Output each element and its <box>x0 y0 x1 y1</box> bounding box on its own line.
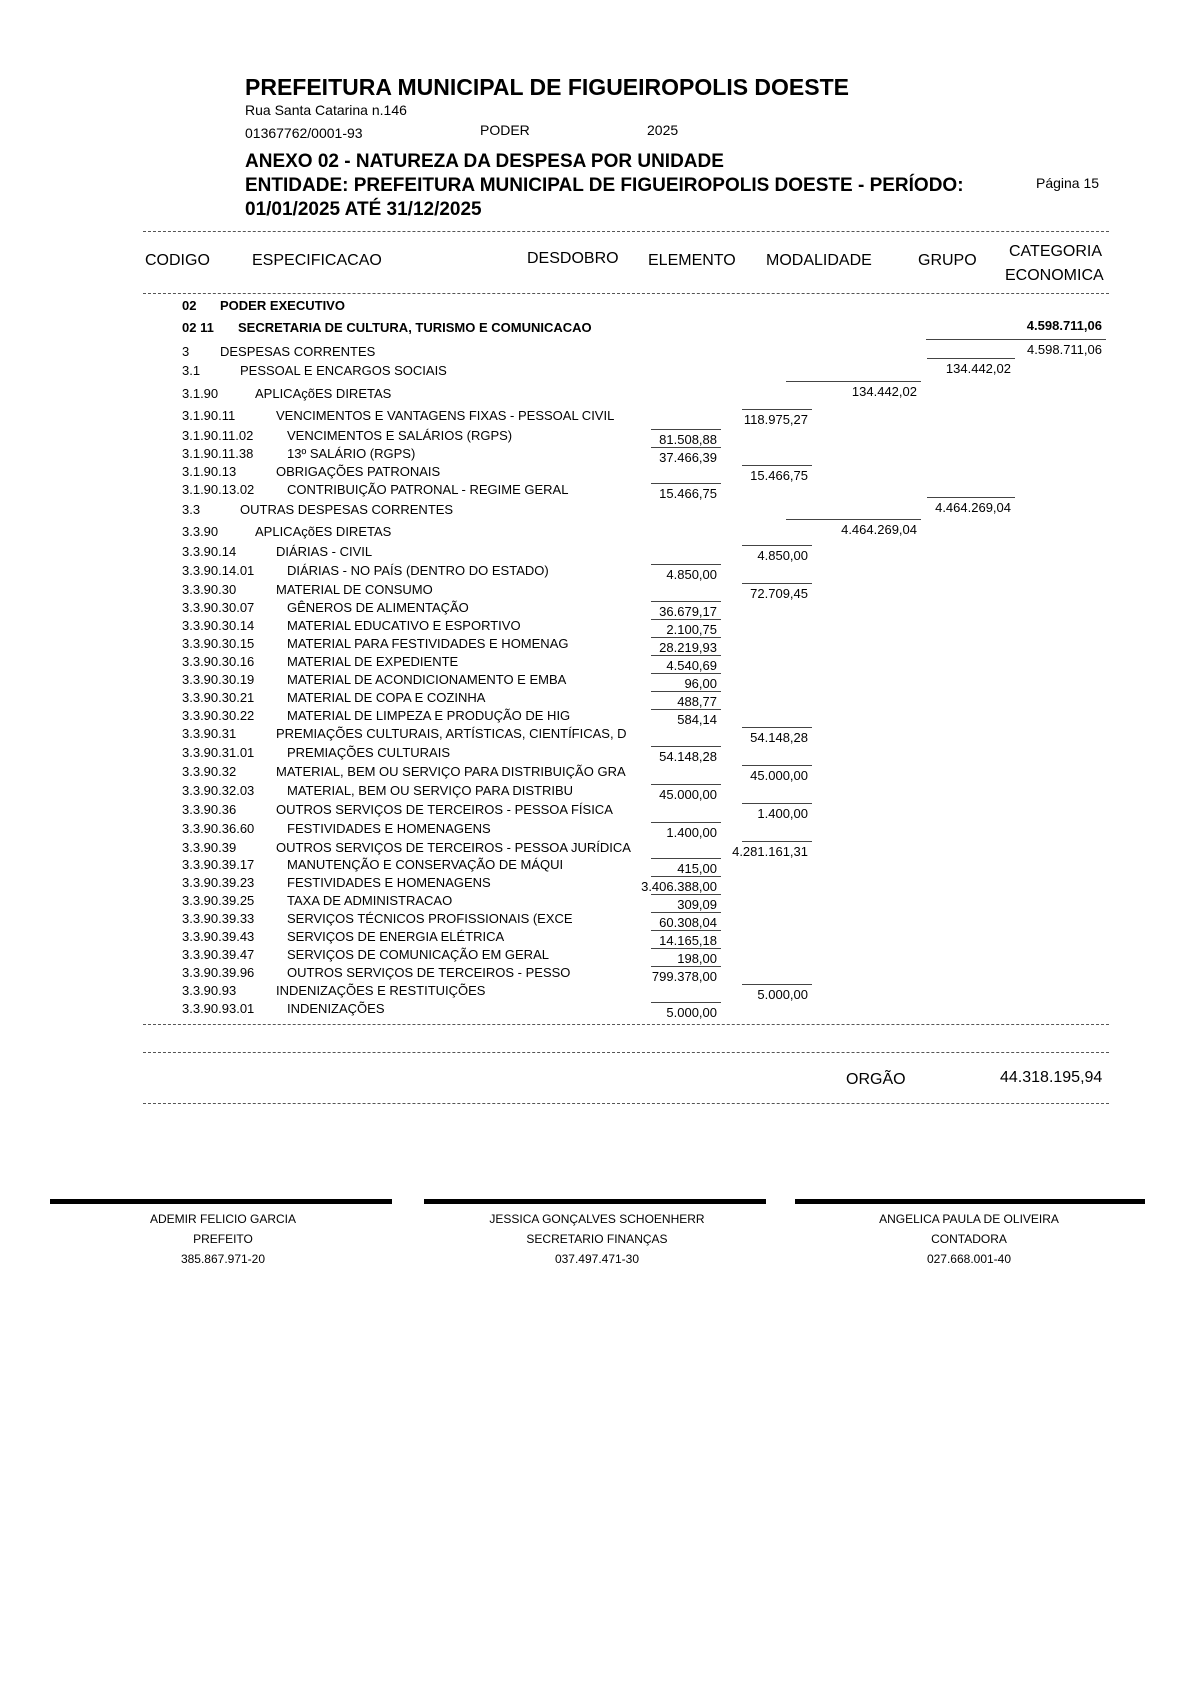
value-rule <box>651 483 721 484</box>
row-code: 3.3.90.39.96 <box>182 965 255 980</box>
row-desdobro-value: 4.540,69 <box>666 658 717 673</box>
poder-label: PODER <box>480 122 530 138</box>
row-desc: APLICAçõES DIRETAS <box>255 386 392 401</box>
row-code: 3.3 <box>182 502 201 517</box>
row-elemento-value: 118.975,27 <box>743 412 808 427</box>
entity-line: ENTIDADE: PREFEITURA MUNICIPAL DE FIGUEIROPOLIS DOESTE - PERÍODO: <box>245 175 964 196</box>
table-row <box>0 840 1191 858</box>
table-row <box>0 636 1191 654</box>
signature-1 <box>53 1212 393 1266</box>
row-code: 3.3.90.30.19 <box>182 672 255 687</box>
value-rule <box>742 765 812 766</box>
table-row <box>0 690 1191 708</box>
table-row <box>0 783 1191 801</box>
value-rule <box>742 545 812 546</box>
value-rule <box>651 601 721 602</box>
row-code: 3.1.90.13.02 <box>182 482 255 497</box>
row-desdobro-value: 81.508,88 <box>659 432 717 447</box>
cnpj: 01367762/0001-93 <box>245 125 363 141</box>
row-code: 3.3.90.30.21 <box>182 690 255 705</box>
col-desdobro: DESDOBRO <box>527 250 619 267</box>
value-rule <box>927 358 1015 359</box>
value-rule <box>742 984 812 985</box>
row-desc: 13º SALÁRIO (RGPS) <box>287 446 416 461</box>
row-modalidade-value: 134.442,02 <box>851 384 917 399</box>
value-rule <box>651 948 721 949</box>
row-code: 3.3.90.32 <box>182 764 237 779</box>
signature-3 <box>799 1212 1139 1266</box>
value-rule <box>651 912 721 913</box>
table-row <box>0 983 1191 1001</box>
row-desdobro-value: 15.466,75 <box>659 486 717 501</box>
row-desdobro-value: 45.000,00 <box>659 787 717 802</box>
row-elemento-value: 72.709,45 <box>750 586 808 601</box>
address: Rua Santa Catarina n.146 <box>245 102 407 118</box>
value-rule <box>651 894 721 895</box>
org-name: PREFEITURA MUNICIPAL DE FIGUEIROPOLIS DOESTE <box>245 74 850 100</box>
value-rule <box>742 583 812 584</box>
row-code: 3.3.90.30.07 <box>182 600 255 615</box>
row-desdobro-value: 198,00 <box>677 951 717 966</box>
row-desc: INDENIZAÇÕES <box>287 1001 385 1016</box>
row-desc: OUTROS SERVIÇOS DE TERCEIROS - PESSOA FÍSICA <box>276 802 613 817</box>
row-code: 3.1.90.13 <box>182 464 237 479</box>
signature-line-1 <box>50 1199 392 1204</box>
col-grupo: GRUPO <box>918 252 977 269</box>
row-desdobro-value: 60.308,04 <box>659 915 717 930</box>
value-rule <box>786 381 921 382</box>
value-rule <box>742 727 812 728</box>
value-rule <box>651 784 721 785</box>
row-desdobro-value: 415,00 <box>677 861 717 876</box>
page-number: Página 15 <box>1036 175 1100 191</box>
row-code: 3.3.90.31 <box>182 726 237 741</box>
table-row <box>0 764 1191 782</box>
columns-divider <box>143 293 1109 294</box>
row-code: 3.3.90.39.23 <box>182 875 255 890</box>
table-row <box>0 708 1191 726</box>
row-code: 3.3.90.30.15 <box>182 636 255 651</box>
row-desc: OUTROS SERVIÇOS DE TERCEIROS - PESSO <box>287 965 571 980</box>
row-desdobro-value: 488,77 <box>677 694 717 709</box>
value-rule <box>651 822 721 823</box>
row-code: 3 <box>182 344 190 359</box>
row-desdobro-value: 309,09 <box>677 897 717 912</box>
row-elemento-value: 4.850,00 <box>757 548 808 563</box>
table-row <box>0 654 1191 672</box>
table-row <box>0 563 1191 581</box>
row-code: 3.3.90.30.22 <box>182 708 255 723</box>
table-row <box>0 1001 1191 1019</box>
row-code: 3.3.90.36.60 <box>182 821 255 836</box>
row-desc: MATERIAL DE CONSUMO <box>276 582 433 597</box>
value-rule <box>651 619 721 620</box>
value-rule <box>651 691 721 692</box>
table-row <box>0 320 1191 338</box>
value-rule <box>651 709 721 710</box>
row-desdobro-value: 54.148,28 <box>659 749 717 764</box>
value-rule <box>651 966 721 967</box>
row-desdobro-value: 584,14 <box>677 712 717 727</box>
value-rule <box>651 673 721 674</box>
table-row <box>0 386 1191 404</box>
total-value: 44.318.195,94 <box>1000 1069 1103 1086</box>
table-row <box>0 893 1191 911</box>
row-desc: PESSOAL E ENCARGOS SOCIAIS <box>240 363 447 378</box>
value-rule <box>651 1002 721 1003</box>
row-elemento-value: 45.000,00 <box>750 768 808 783</box>
table-row <box>0 875 1191 893</box>
signature-role: CONTADORA <box>931 1232 1007 1246</box>
table-row <box>0 618 1191 636</box>
col-economica: ECONOMICA <box>1005 267 1104 284</box>
row-code: 3.3.90.93.01 <box>182 1001 255 1016</box>
row-desc: APLICAçõES DIRETAS <box>255 524 392 539</box>
row-desdobro-value: 28.219,93 <box>659 640 717 655</box>
table-row <box>0 965 1191 983</box>
row-desc: VENCIMENTOS E VANTAGENS FIXAS - PESSOAL CIVIL <box>276 408 615 423</box>
row-code: 3.1.90.11.02 <box>182 428 254 443</box>
table-row <box>0 446 1191 464</box>
value-rule <box>651 858 721 859</box>
row-desc: FESTIVIDADES E HOMENAGENS <box>287 875 491 890</box>
signature-line-2 <box>424 1199 766 1204</box>
row-code: 02 <box>182 298 197 313</box>
value-rule <box>786 519 921 520</box>
row-desc: GÊNEROS DE ALIMENTAÇÃO <box>287 600 469 615</box>
row-elemento-value: 4.281.161,31 <box>732 844 808 859</box>
row-code: 3.3.90.39.25 <box>182 893 255 908</box>
table-row <box>0 428 1191 446</box>
row-elemento-value: 1.400,00 <box>757 806 808 821</box>
row-desc: TAXA DE ADMINISTRACAO <box>287 893 453 908</box>
row-code: 3.3.90.36 <box>182 802 237 817</box>
value-rule <box>926 339 1106 340</box>
signature-name: ADEMIR FELICIO GARCIA <box>149 1212 297 1226</box>
row-grupo-value: 4.464.269,04 <box>935 500 1011 515</box>
row-desc: PODER EXECUTIVO <box>220 298 345 313</box>
row-desdobro-value: 96,00 <box>684 676 717 691</box>
table-row <box>0 911 1191 929</box>
row-desc: SERVIÇOS DE COMUNICAÇÃO EM GERAL <box>287 947 549 962</box>
value-rule <box>742 841 812 842</box>
table-row <box>0 600 1191 618</box>
period: 01/01/2025 ATÉ 31/12/2025 <box>245 199 482 220</box>
row-categoria-value: 4.598.711,06 <box>1026 318 1102 333</box>
row-desdobro-value: 2.100,75 <box>666 622 717 637</box>
col-modalidade: MODALIDADE <box>766 252 872 269</box>
signature-cpf: 027.668.001-40 <box>926 1252 1012 1266</box>
table-row <box>0 408 1191 426</box>
row-desc: MATERIAL DE LIMPEZA E PRODUÇÃO DE HIG <box>287 708 571 723</box>
row-desdobro-value: 4.850,00 <box>666 567 717 582</box>
value-rule <box>651 564 721 565</box>
table-row <box>0 947 1191 965</box>
row-code: 3.3.90.30.16 <box>182 654 255 669</box>
table-row <box>0 672 1191 690</box>
value-rule <box>651 429 721 430</box>
table-row <box>0 745 1191 763</box>
row-desc: PREMIAÇÕES CULTURAIS <box>287 745 451 760</box>
value-rule <box>742 465 812 466</box>
table-row <box>0 524 1191 542</box>
row-grupo-value: 134.442,02 <box>945 361 1011 376</box>
row-desc: MATERIAL, BEM OU SERVIÇO PARA DISTRIBUIÇÃO GRA <box>276 764 626 779</box>
table-row <box>0 821 1191 839</box>
row-desc: DIÁRIAS - NO PAÍS (DENTRO DO ESTADO) <box>287 563 549 578</box>
table-row <box>0 929 1191 947</box>
row-desdobro-value: 1.400,00 <box>666 825 717 840</box>
row-code: 3.3.90.39.33 <box>182 911 255 926</box>
row-code: 3.1.90.11 <box>182 408 236 423</box>
row-code: 3.3.90.14 <box>182 544 237 559</box>
row-code: 3.1 <box>182 363 201 378</box>
value-rule <box>742 409 812 410</box>
row-desdobro-value: 14.165,18 <box>659 933 717 948</box>
table-row <box>0 857 1191 875</box>
value-rule <box>651 637 721 638</box>
row-desc: OUTROS SERVIÇOS DE TERCEIROS - PESSOA JURÍDICA <box>276 840 631 855</box>
row-code: 3.1.90 <box>182 386 219 401</box>
row-code: 3.3.90.30 <box>182 582 237 597</box>
row-desdobro-value: 36.679,17 <box>659 604 717 619</box>
row-desc: OBRIGAÇÕES PATRONAIS <box>276 464 441 479</box>
table-row <box>0 363 1191 381</box>
row-desc: DESPESAS CORRENTES <box>220 344 376 359</box>
row-code: 3.3.90.39.43 <box>182 929 255 944</box>
row-code: 3.3.90.14.01 <box>182 563 255 578</box>
row-code: 3.3.90.31.01 <box>182 745 255 760</box>
row-desc: MATERIAL, BEM OU SERVIÇO PARA DISTRIBU <box>287 783 574 798</box>
col-categoria: CATEGORIA <box>1009 243 1103 260</box>
value-rule <box>742 803 812 804</box>
signature-name: JESSICA GONÇALVES SCHOENHERR <box>489 1212 705 1226</box>
row-code: 3.3.90 <box>182 524 219 539</box>
header-divider <box>143 231 1109 232</box>
row-code: 3.3.90.39 <box>182 840 237 855</box>
row-code: 3.3.90.93 <box>182 983 237 998</box>
total-top-divider <box>143 1052 1109 1053</box>
signature-2 <box>427 1212 767 1266</box>
row-desc: MATERIAL DE COPA E COZINHA <box>287 690 486 705</box>
row-modalidade-value: 4.464.269,04 <box>841 522 917 537</box>
row-desdobro-value: 3.406.388,00 <box>641 879 717 894</box>
year: 2025 <box>647 122 679 138</box>
row-desc: INDENIZAÇÕES E RESTITUIÇÕES <box>276 983 486 998</box>
table-row <box>0 582 1191 600</box>
signature-cpf: 037.497.471-30 <box>554 1252 640 1266</box>
row-desc: SERVIÇOS TÉCNICOS PROFISSIONAIS (EXCE <box>287 911 573 926</box>
table-bottom-divider <box>143 1024 1109 1025</box>
table-row <box>0 298 1191 316</box>
col-especificacao: ESPECIFICACAO <box>252 252 382 269</box>
row-code: 02 11 <box>182 320 214 335</box>
row-elemento-value: 15.466,75 <box>750 468 808 483</box>
table-row <box>0 544 1191 562</box>
row-code: 3.3.90.30.14 <box>182 618 255 633</box>
table-row <box>0 502 1191 520</box>
row-desc: MANUTENÇÃO E CONSERVAÇÃO DE MÁQUI <box>287 857 564 872</box>
row-desdobro-value: 5.000,00 <box>666 1005 717 1020</box>
table-row <box>0 726 1191 744</box>
annex-title: ANEXO 02 - NATUREZA DA DESPESA POR UNIDADE <box>245 151 724 172</box>
row-desdobro-value: 37.466,39 <box>659 450 717 465</box>
value-rule <box>651 447 721 448</box>
row-desc: VENCIMENTOS E SALÁRIOS (RGPS) <box>287 428 513 443</box>
row-desc: SERVIÇOS DE ENERGIA ELÉTRICA <box>287 929 505 944</box>
row-desc: FESTIVIDADES E HOMENAGENS <box>287 821 491 836</box>
row-desc: OUTRAS DESPESAS CORRENTES <box>240 502 454 517</box>
row-desc: MATERIAL EDUCATIVO E ESPORTIVO <box>287 618 521 633</box>
row-code: 3.1.90.11.38 <box>182 446 254 461</box>
total-label: ORGÃO <box>846 1071 906 1088</box>
row-elemento-value: 5.000,00 <box>757 987 808 1002</box>
row-code: 3.3.90.39.47 <box>182 947 255 962</box>
value-rule <box>927 497 1015 498</box>
row-desc: MATERIAL PARA FESTIVIDADES E HOMENAG <box>287 636 569 651</box>
row-desc: MATERIAL DE ACONDICIONAMENTO E EMBA <box>287 672 567 687</box>
signature-cpf: 385.867.971-20 <box>180 1252 266 1266</box>
row-desdobro-value: 799.378,00 <box>651 969 717 984</box>
row-desc: PREMIAÇÕES CULTURAIS, ARTÍSTICAS, CIENTÍFICAS, D <box>276 726 627 741</box>
row-desc: DIÁRIAS - CIVIL <box>276 544 373 559</box>
row-categoria-value: 4.598.711,06 <box>1027 342 1102 357</box>
signature-role: SECRETARIO FINANÇAS <box>526 1232 668 1246</box>
row-elemento-value: 54.148,28 <box>750 730 808 745</box>
col-codigo: CODIGO <box>145 252 210 269</box>
table-row <box>0 802 1191 820</box>
signature-name: ANGELICA PAULA DE OLIVEIRA <box>879 1212 1059 1226</box>
total-bottom-divider <box>143 1103 1109 1104</box>
row-desc: MATERIAL DE EXPEDIENTE <box>287 654 459 669</box>
signature-role: PREFEITO <box>193 1232 253 1246</box>
value-rule <box>651 876 721 877</box>
table-row <box>0 464 1191 482</box>
value-rule <box>651 930 721 931</box>
value-rule <box>651 746 721 747</box>
table-row <box>0 344 1191 362</box>
row-desc: CONTRIBUIÇÃO PATRONAL - REGIME GERAL <box>287 482 569 497</box>
row-desc: SECRETARIA DE CULTURA, TURISMO E COMUNICACAO <box>238 320 592 335</box>
col-elemento: ELEMENTO <box>648 252 736 269</box>
row-code: 3.3.90.39.17 <box>182 857 255 872</box>
row-code: 3.3.90.32.03 <box>182 783 255 798</box>
signature-line-3 <box>795 1199 1145 1204</box>
value-rule <box>651 655 721 656</box>
